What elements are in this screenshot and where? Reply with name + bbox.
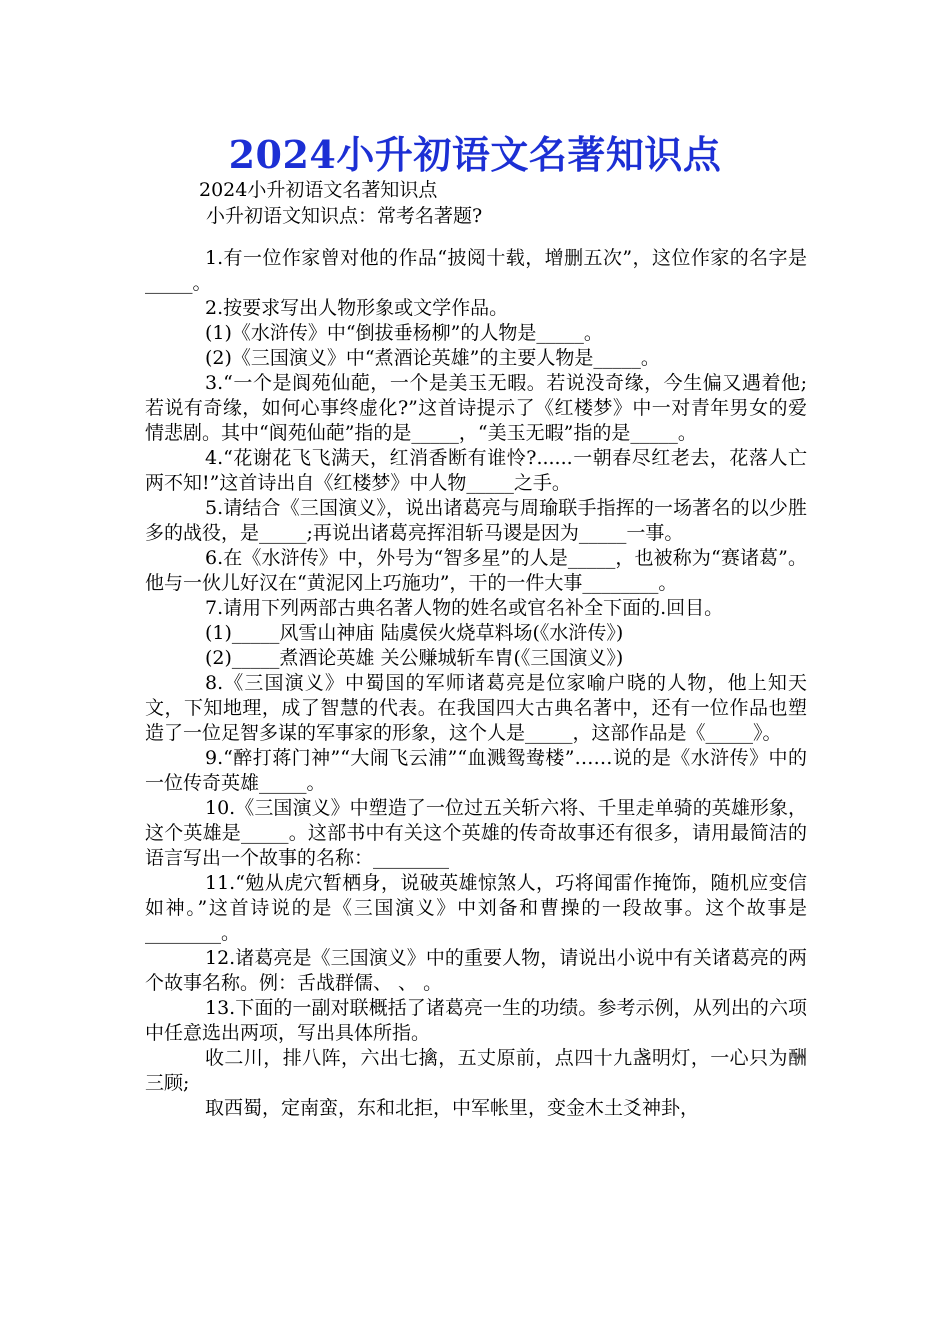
paragraph: 11.“勉从虎穴暂栖身，说破英雄惊煞人，巧将闻雷作掩饰，随机应变信如神。”这首诗说的是《三国演义》中刘备和曹操的一段故事。这个故事是________。 bbox=[145, 872, 807, 944]
paragraph: (1)《水浒传》中“倒拔垂杨柳”的人物是_____。 bbox=[205, 322, 603, 344]
document-body bbox=[145, 246, 807, 1121]
paragraph: (2)《三国演义》中“煮酒论英雄”的主要人物是_____。 bbox=[205, 347, 660, 369]
paragraph: 13.下面的一副对联概括了诸葛亮一生的功绩。参考示例，从列出的六项中任意选出两项，写出具体所指。 bbox=[145, 997, 807, 1044]
document-subtitle: 2024小升初语文名著知识点 bbox=[199, 179, 438, 201]
paragraph: 7.请用下列两部古典名著人物的姓名或官名补全下面的.回目。 bbox=[205, 597, 724, 619]
paragraph: 9.“醉打蒋门神”“大闹飞云浦”“血溅鸳鸯楼”……说的是《水浒传》中的一位传奇英雄_____。 bbox=[145, 747, 807, 794]
paragraph: 1.有一位作家曾对他的作品“披阅十载，增删五次”，这位作家的名字是_____。 bbox=[145, 247, 807, 294]
paragraph: 12.诸葛亮是《三国演义》中的重要人物，请说出小说中有关诸葛亮的两个故事名称。例：舌战群儒、 、 。 bbox=[145, 947, 807, 994]
paragraph: (2)_____煮酒论英雄 关公赚城斩车胄(《三国演义》) bbox=[205, 647, 624, 669]
paragraph: 2.按要求写出人物形象或文学作品。 bbox=[205, 297, 509, 319]
paragraph: 8.《三国演义》中蜀国的军师诸葛亮是位家喻户晓的人物，他上知天文，下知地理，成了智慧的代表。在我国四大古典名著中，还有一位作品也塑造了一位足智多谋的军事家的形象，这个人是_____，这部作品是《_____》。 bbox=[145, 672, 807, 744]
paragraph: (1)_____风雪山神庙 陆虞侯火烧草料场(《水浒传》) bbox=[205, 622, 624, 644]
document-subheading: 小升初语文知识点：常考名著题? bbox=[206, 205, 483, 227]
paragraph: 3.“一个是阆苑仙葩，一个是美玉无暇。若说没奇缘，今生偏又遇着他;若说有奇缘，如何心事终虚化?”这首诗提示了《红楼梦》中一对青年男女的爱情悲剧。其中“阆苑仙葩”指的是_____，“美玉无暇”指的是_____。 bbox=[145, 372, 807, 444]
document-title: 2024小升初语文名著知识点 bbox=[228, 132, 722, 177]
paragraph: 5.请结合《三国演义》，说出诸葛亮与周瑜联手指挥的一场著名的以少胜多的战役，是_____;再说出诸葛亮挥泪斩马谡是因为_____一事。 bbox=[145, 497, 807, 544]
paragraph: 收二川，排八阵，六出七擒，五丈原前，点四十九盏明灯，一心只为酬三顾; bbox=[145, 1047, 807, 1094]
paragraph: 6.在《水浒传》中，外号为“智多星”的人是_____，也被称为“赛诸葛”。他与一伙儿好汉在“黄泥冈上巧施功”，干的一件大事________。 bbox=[145, 547, 807, 594]
paragraph: 10.《三国演义》中塑造了一位过五关斩六将、千里走单骑的英雄形象，这个英雄是_____。这部书中有关这个英雄的传奇故事还有很多，请用最简洁的语言写出一个故事的名称：________ bbox=[145, 797, 807, 869]
paragraph: 4.“花谢花飞飞满天，红消香断有谁怜?......一朝春尽红老去，花落人亡两不知!”这首诗出自《红楼梦》中人物_____之手。 bbox=[145, 447, 807, 494]
paragraph: 取西蜀，定南蛮，东和北拒，中军帐里，变金木土爻神卦， bbox=[205, 1097, 700, 1119]
